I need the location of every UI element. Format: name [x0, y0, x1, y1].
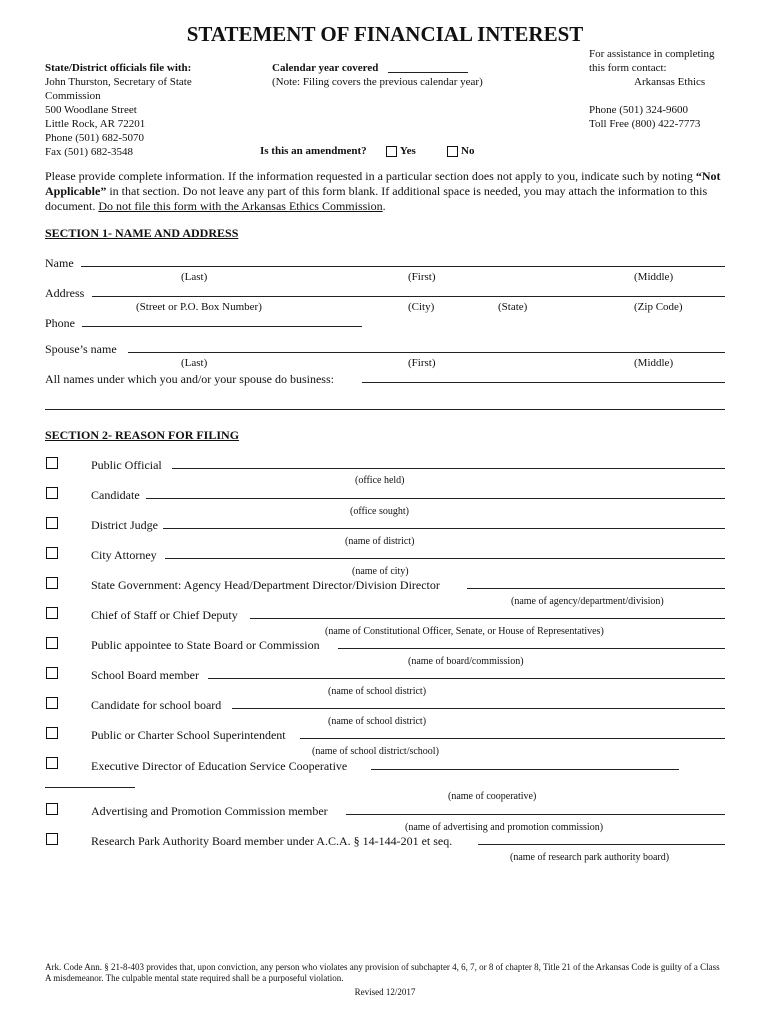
revision-date: Revised 12/2017 — [354, 987, 416, 997]
business-names-field-2[interactable] — [45, 409, 725, 410]
address-field[interactable] — [92, 296, 725, 297]
calendar-year-field[interactable] — [388, 61, 468, 73]
superintendent-checkbox[interactable] — [46, 727, 58, 739]
reason-caption: (name of agency/department/division) — [511, 596, 664, 607]
reason-label: Chief of Staff or Chief Deputy — [91, 608, 238, 622]
reason-caption: (name of school district) — [328, 716, 427, 727]
city-field[interactable] — [165, 558, 725, 559]
reason-caption: (office sought) — [350, 506, 409, 517]
not-applicable-text: “Not Applicable” — [45, 169, 721, 198]
spouse-middle-caption: (Middle) — [634, 357, 674, 369]
reason-label: Public Official — [91, 458, 162, 472]
first-caption: (First) — [408, 271, 436, 283]
school-district-field[interactable] — [208, 678, 725, 679]
reason-label: Candidate for school board — [91, 698, 222, 712]
school-board-candidate-checkbox[interactable] — [46, 697, 58, 709]
officials-line: 500 Woodlane Street — [45, 104, 137, 116]
reason-label: Research Park Authority Board member under A.C.A. § 14-144-201 et seq. — [91, 834, 453, 848]
candidate-checkbox[interactable] — [46, 487, 58, 499]
district-judge-checkbox[interactable] — [46, 517, 58, 529]
cooperative-field[interactable] — [371, 769, 679, 770]
school-district-school-field[interactable] — [300, 738, 725, 739]
reason-label: Public appointee to State Board or Commission — [91, 638, 320, 652]
reason-caption: (name of board/commission) — [408, 656, 524, 667]
instructions-paragraph — [45, 169, 725, 214]
reason-caption: (name of advertising and promotion commission) — [405, 822, 604, 833]
assist-line: Arkansas Ethics — [634, 76, 706, 88]
do-not-file-notice: Do not file this form with the Arkansas Ethics Commission — [98, 199, 383, 213]
intro-text: . — [382, 199, 386, 213]
advertising-commission-field[interactable] — [346, 814, 725, 815]
reason-caption: (office held) — [355, 475, 405, 486]
research-park-checkbox[interactable] — [46, 833, 58, 845]
assist-line: For assistance in completing — [589, 48, 715, 60]
officials-line: Fax (501) 682-3548 — [45, 146, 133, 158]
city-attorney-checkbox[interactable] — [46, 547, 58, 559]
reason-caption: (name of research park authority board) — [510, 852, 670, 863]
phone-label: Phone — [45, 316, 75, 330]
public-appointee-checkbox[interactable] — [46, 637, 58, 649]
amendment-no-checkbox[interactable] — [447, 146, 458, 157]
street-caption: (Street or P.O. Box Number) — [136, 301, 262, 313]
spouse-first-caption: (First) — [408, 357, 436, 369]
phone-field[interactable] — [82, 326, 362, 327]
spouse-last-caption: (Last) — [181, 357, 208, 369]
reason-label: State Government: Agency Head/Department Director/Division Director — [91, 578, 440, 592]
reason-label: Candidate — [91, 488, 140, 502]
assist-line: this form contact: — [589, 62, 667, 74]
public-official-checkbox[interactable] — [46, 457, 58, 469]
reason-caption: (name of school district) — [328, 686, 427, 697]
reason-label: City Attorney — [91, 548, 157, 562]
school-board-member-checkbox[interactable] — [46, 667, 58, 679]
form-title: STATEMENT OF FINANCIAL INTEREST — [186, 22, 584, 46]
business-names-field[interactable] — [362, 382, 725, 383]
no-label: No — [461, 145, 475, 157]
officials-line: Little Rock, AR 72201 — [45, 118, 146, 130]
school-district-field-2[interactable] — [232, 708, 725, 709]
reason-caption: (name of cooperative) — [448, 791, 537, 802]
intro-text: Please provide complete information. If the information requested in a particular section does not apply to you, indicate such by noting — [45, 169, 696, 183]
reason-label: Advertising and Promotion Commission member — [91, 804, 328, 818]
reason-label: School Board member — [91, 668, 199, 682]
statute-notice: Ark. Code Ann. § 21-8-403 provides that, upon conviction, any person who violates any provision of subchapter 4, 6, 7, or 8 of chapter 8, Title 21 of the Arkansas Code is guilty of a Class A misdemeanor. The culpable mental state required shall be a purposeful violation. — [45, 962, 720, 983]
reason-label: Public or Charter School Superintendent — [91, 728, 286, 742]
officials-heading: State/District officials file with: — [45, 62, 192, 74]
name-label: Name — [45, 256, 74, 270]
reason-caption: (name of school district/school) — [312, 746, 439, 757]
section2-heading: SECTION 2- REASON FOR FILING — [45, 428, 240, 442]
education-cooperative-checkbox[interactable] — [46, 757, 58, 769]
business-names-label: All names under which you and/or your spouse do business: — [45, 372, 334, 386]
intro-text: in that section. Do not leave any part of this form blank. If additional space is needed, you may attach the information to this document. — [45, 184, 708, 213]
reason-caption: (name of district) — [345, 536, 415, 547]
office-held-field[interactable] — [172, 468, 725, 469]
calendar-year-label: Calendar year covered — [272, 62, 379, 74]
constitutional-officer-field[interactable] — [250, 618, 725, 619]
reason-label: Executive Director of Education Service Cooperative — [91, 759, 348, 773]
amendment-yes-checkbox[interactable] — [386, 146, 397, 157]
officials-line: John Thurston, Secretary of State — [45, 76, 192, 88]
state-government-checkbox[interactable] — [46, 577, 58, 589]
assist-tollfree: Toll Free (800) 422-7773 — [589, 118, 701, 130]
amendment-label: Is this an amendment? — [260, 145, 367, 157]
reason-caption: (name of city) — [352, 566, 409, 577]
state-caption: (State) — [498, 301, 528, 313]
last-caption: (Last) — [181, 271, 208, 283]
chief-of-staff-checkbox[interactable] — [46, 607, 58, 619]
section1-heading: SECTION 1- NAME AND ADDRESS — [45, 226, 239, 240]
board-commission-field[interactable] — [338, 648, 725, 649]
amendment-row — [260, 144, 475, 158]
city-caption: (City) — [408, 301, 435, 313]
assistance-block — [589, 47, 715, 131]
zip-caption: (Zip Code) — [634, 301, 683, 313]
agency-field[interactable] — [467, 588, 725, 589]
officials-line: Commission — [45, 90, 101, 102]
research-park-board-field[interactable] — [478, 844, 725, 845]
officials-line: Phone (501) 682-5070 — [45, 132, 144, 144]
spouse-label: Spouse’s name — [45, 342, 117, 356]
reason-caption: (name of Constitutional Officer, Senate, or House of Representatives) — [325, 626, 604, 637]
name-field[interactable] — [81, 266, 725, 267]
advertising-commission-checkbox[interactable] — [46, 803, 58, 815]
cooperative-field-continued[interactable] — [45, 787, 135, 788]
yes-label: Yes — [399, 145, 416, 157]
filing-office-block — [45, 61, 192, 159]
calendar-year-note: (Note: Filing covers the previous calendar year) — [272, 76, 483, 88]
middle-caption: (Middle) — [634, 271, 674, 283]
address-label: Address — [45, 286, 85, 300]
spouse-name-field[interactable] — [128, 352, 725, 353]
assist-phone: Phone (501) 324-9600 — [589, 104, 688, 116]
reason-label: District Judge — [91, 518, 158, 532]
office-sought-field[interactable] — [146, 498, 725, 499]
district-field[interactable] — [163, 528, 725, 529]
